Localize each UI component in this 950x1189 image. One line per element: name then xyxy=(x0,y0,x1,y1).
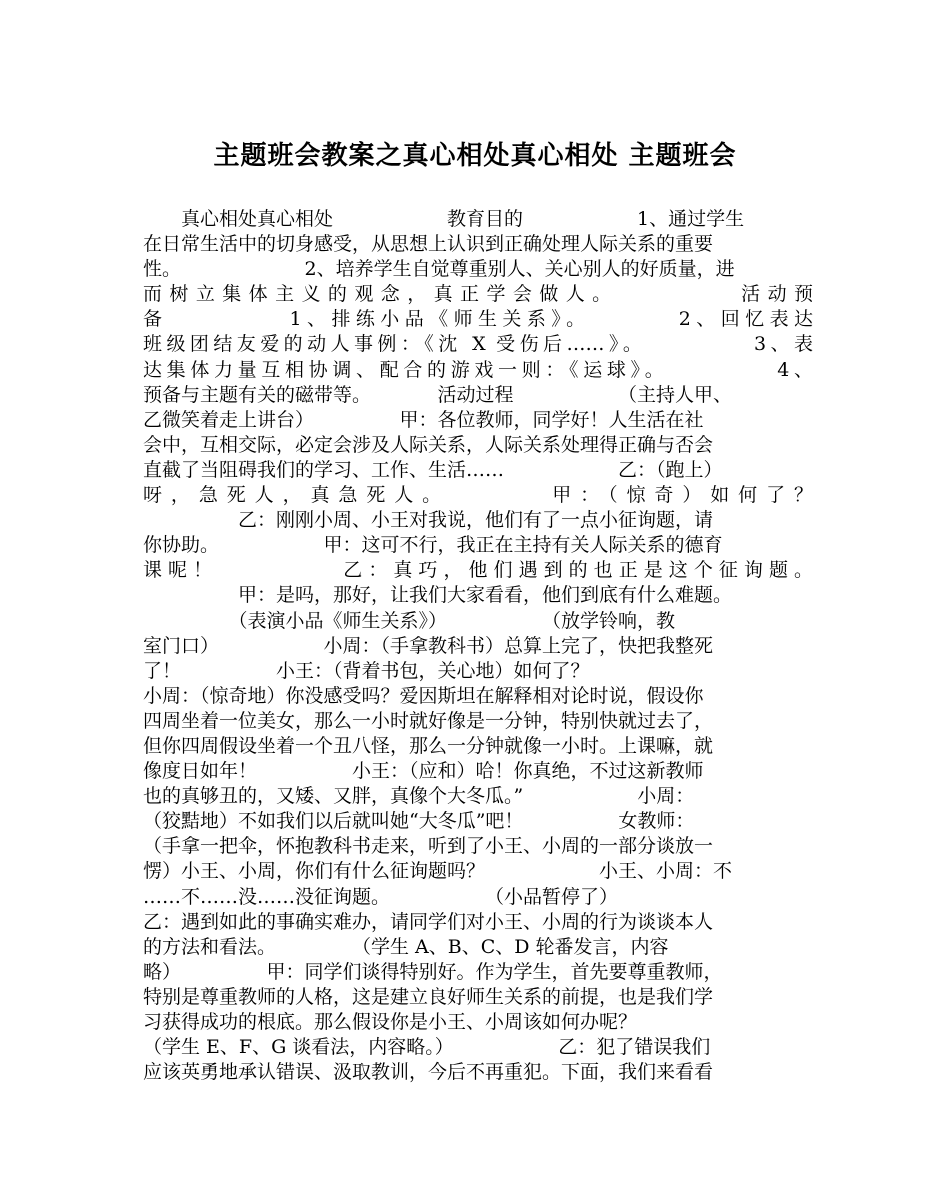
text-line: 乙微笑着走上讲台） 甲：各位教师，同学好！人生活在社 xyxy=(143,408,704,431)
text-line: 愣）小王、小周，你们有什么征询题吗？ 小王、小周：不 xyxy=(143,860,733,883)
text-line: （狡黠地）不如我们以后就叫她“大冬瓜”吧！ 女教师： xyxy=(143,810,695,833)
text-line: ……不……没……没征询题。 （小品暂停了） xyxy=(143,885,619,908)
text-line: 习获得成功的根底。那么假设你是小王、小周该如何办呢？ xyxy=(143,1011,638,1033)
text-line: 室门口） 小周：（手拿教科书）总算上完了，快把我整死 xyxy=(143,634,714,657)
text-line: 达集体力量互相协调、配合的游戏一则：《运球》。 4、 xyxy=(143,358,813,381)
text-line: 了！ 小王：（背着书包，关心地）如何了？ xyxy=(143,659,590,682)
text-line: 直截了当阻碍我们的学习、工作、生活…… 乙：（跑上） xyxy=(143,458,723,481)
text-line: 应该英勇地承认错误、汲取教训，今后不再重犯。下面，我们来看看 xyxy=(143,1061,714,1084)
text-line: 呀，急死人，真急死人。 甲：（惊奇）如何了？ xyxy=(143,484,813,507)
text-line: 甲：是吗，那好，让我们大家看看，他们到底有什么难题。 xyxy=(143,584,733,607)
text-line: 略） 甲：同学们谈得特别好。作为学生，首先要尊重教师， xyxy=(143,960,723,983)
text-line: 课呢！ 乙：真巧，他们遇到的也正是这个征询题。 xyxy=(143,559,813,582)
text-line: 但你四周假设坐着一个丑八怪，那么一分钟就像一小时。上课嘛，就 xyxy=(143,734,714,757)
text-line: 也的真够丑的，又矮、又胖，真像个大冬瓜。” 小周： xyxy=(143,785,695,808)
text-line: 小周：（惊奇地）你没感受吗？爱因斯坦在解释相对论时说，假设你 xyxy=(143,684,704,707)
text-line: 预备与主题有关的磁带等。 活动过程 （主持人甲、 xyxy=(143,383,733,406)
text-line: 而树立集体主义的观念，真正学会做人。 活动预 xyxy=(143,283,813,306)
text-line: 真心相处真心相处 教育目的 1、通过学生 xyxy=(143,208,745,230)
text-line: 班级团结友爱的动人事例：《沈 X 受伤后……》。 3、表 xyxy=(143,333,813,356)
text-line: （手拿一把伞，怀抱教科书走来，听到了小王、小周的一部分谈放一 xyxy=(143,835,714,858)
document-body xyxy=(143,207,813,1085)
text-line: 备 1、排练小品《师生关系》。 2、回忆表达 xyxy=(143,308,813,331)
document-title: 主题班会教案之真心相处真心相处 主题班会 xyxy=(213,141,737,171)
text-line: 在日常生活中的切身感受，从思想上认识到正确处理人际关系的重要 xyxy=(143,233,714,256)
text-line: 性。 2、培养学生自觉尊重别人、关心别人的好质量，进 xyxy=(143,258,735,281)
text-line: 像度日如年！ 小王：（应和）哈！你真绝，不过这新教师 xyxy=(143,760,704,783)
text-line: （表演小品《师生关系》） （放学铃响，教 xyxy=(143,609,676,632)
text-line: 乙：刚刚小周、小王对我说，他们有了一点小征询题，请 xyxy=(143,509,714,532)
text-line: 特别是尊重教师的人格，这是建立良好师生关系的前提，也是我们学 xyxy=(143,985,714,1008)
text-line: 四周坐着一位美女，那么一小时就好像是一分钟，特别快就过去了， xyxy=(143,709,714,732)
text-line: 会中，互相交际，必定会涉及人际关系，人际关系处理得正确与否会 xyxy=(143,433,714,456)
text-line: （学生 E、F、G 谈看法，内容略。） 乙：犯了错误我们 xyxy=(143,1036,711,1059)
text-line: 的方法和看法。 （学生 A、B、C、D 轮番发言，内容 xyxy=(143,935,669,958)
text-line: 乙：遇到如此的事确实难办，请同学们对小王、小周的行为谈谈本人 xyxy=(143,910,714,933)
text-line: 你协助。 甲：这可不行，我正在主持有关人际关系的德育 xyxy=(143,534,723,557)
